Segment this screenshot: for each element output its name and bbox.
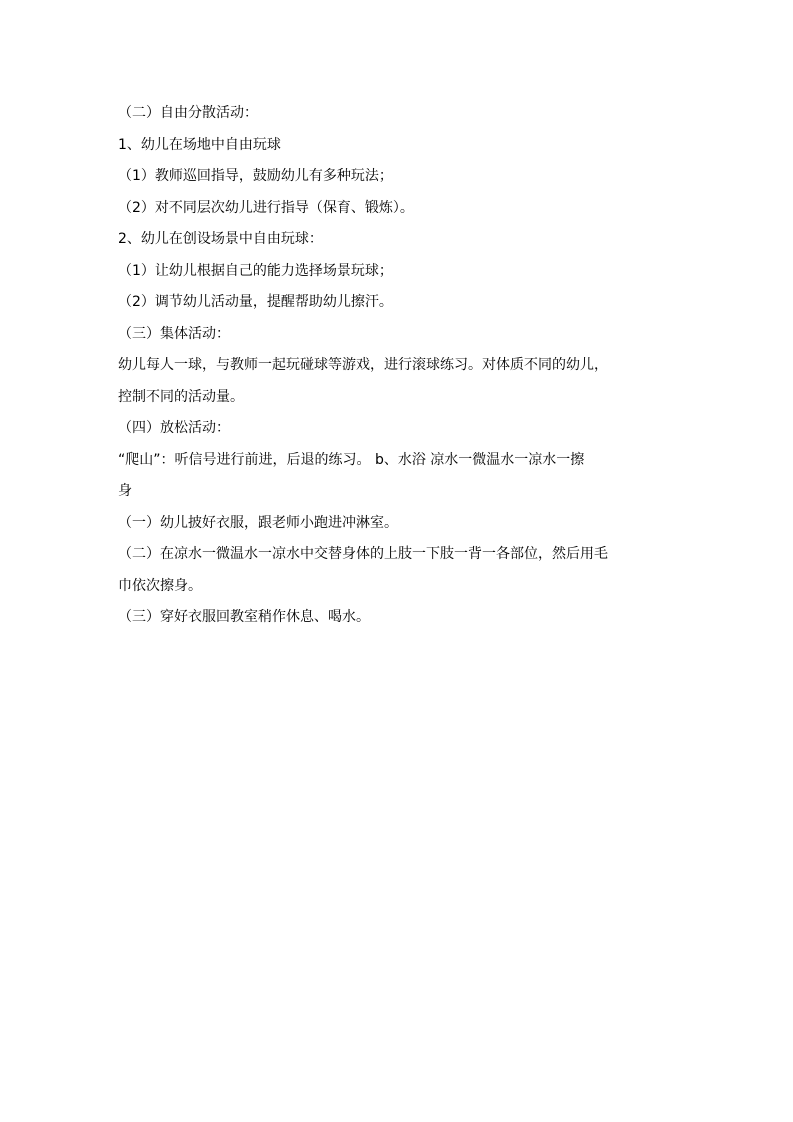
section-heading-relax-activity: （四）放松活动： [118, 420, 230, 436]
section-heading-group-activity: （三）集体活动： [118, 325, 230, 342]
document-body [118, 98, 678, 634]
item-heading-scene-play: 2、幼儿在创设场景中自由玩球： [118, 231, 323, 247]
step-water-bath-line-2: 巾依次擦身。 [118, 577, 202, 594]
paragraph-group-activity-line-2: 控制不同的活动量。 [118, 388, 244, 405]
section-heading-free-activity: （二）自由分散活动： [118, 105, 258, 121]
sub-item-adjust-activity: （2）调节幼儿活动量，提醒帮助幼儿擦汗。 [118, 294, 393, 310]
paragraph-climb-line-1: “爬山”：听信号进行前进，后退的练习。 b、水浴 凉水一微温水一凉水一擦 [118, 451, 585, 468]
sub-item-level-guidance: （2）对不同层次幼儿进行指导（保育、锻炼）。 [118, 199, 414, 216]
sub-item-teacher-guidance: （1）教师巡回指导，鼓励幼儿有多种玩法； [118, 168, 393, 184]
step-water-bath-line-1: （二）在凉水一微温水一凉水中交替身体的上肢一下肢一背一各部位，然后用毛 [118, 546, 608, 562]
item-heading-free-play: 1、幼儿在场地中自由玩球 [118, 136, 281, 153]
paragraph-climb-line-2: 身 [118, 483, 132, 499]
step-wear-clothes: （一）幼儿披好衣服，跟老师小跑进冲淋室。 [118, 514, 398, 531]
step-return-classroom: （三）穿好衣服回教室稍作休息、喝水。 [118, 609, 370, 625]
paragraph-group-activity-line-1: 幼儿每人一球，与教师一起玩碰球等游戏，进行滚球练习。对体质不同的幼儿， [118, 357, 608, 373]
sub-item-choose-scene: （1）让幼儿根据自己的能力选择场景玩球； [118, 262, 393, 279]
